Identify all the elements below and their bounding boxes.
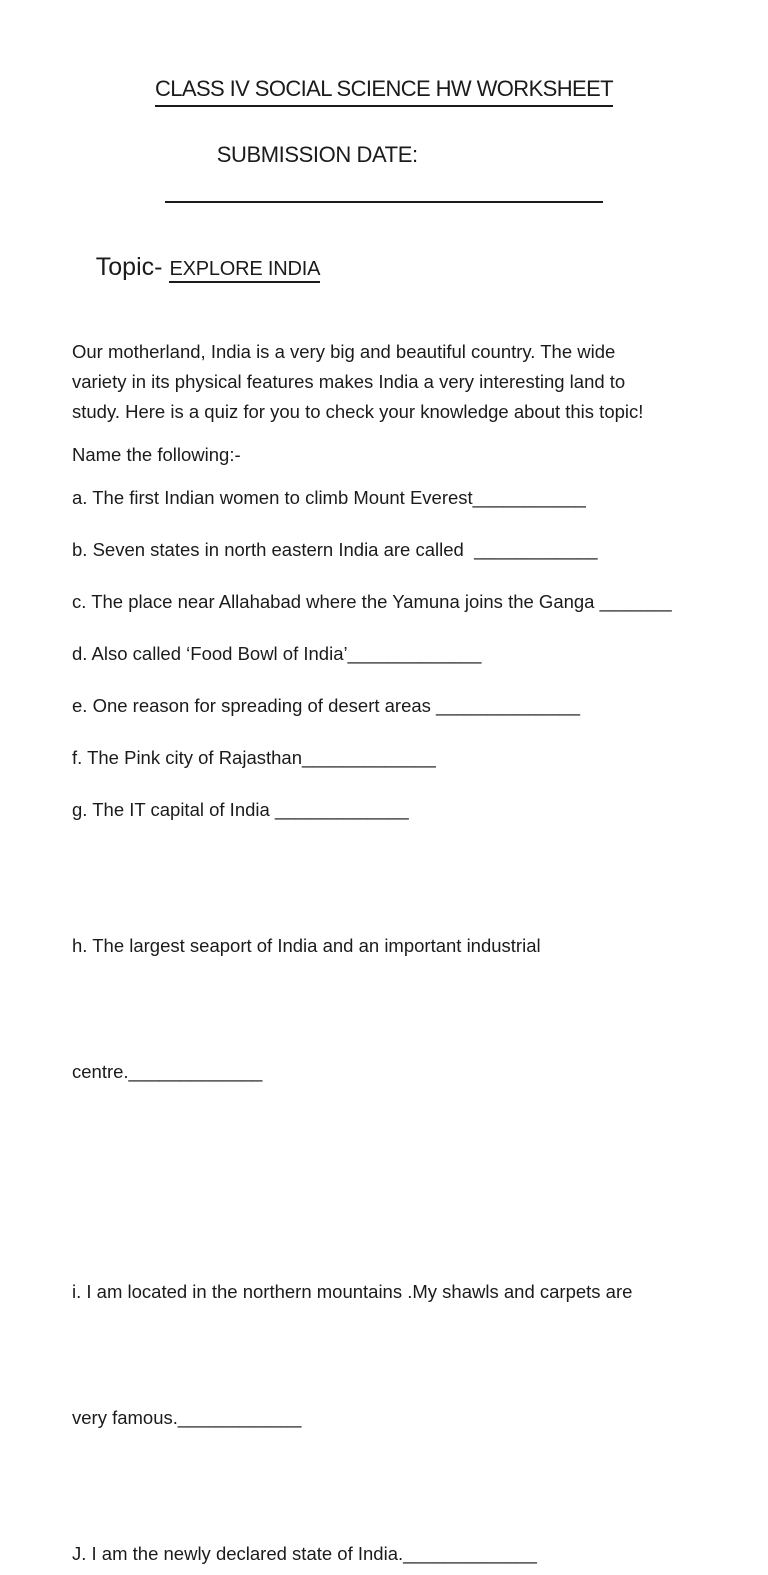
question-h-line1: h. The largest seaport of India and an important industrial bbox=[72, 935, 541, 956]
submission-date-blank bbox=[165, 110, 603, 203]
worksheet-title: CLASS IV SOCIAL SCIENCE HW WORKSHEET bbox=[155, 74, 613, 107]
question-c: c. The place near Allahabad where the Yamuna joins the Ganga _______ bbox=[72, 591, 672, 612]
topic-label: Topic- bbox=[95, 253, 163, 281]
question-h-line2: centre._____________ bbox=[72, 1061, 263, 1082]
question-i bbox=[72, 1187, 696, 1523]
question-e: e. One reason for spreading of desert areas ______________ bbox=[72, 695, 581, 716]
question-a: a. The first Indian women to climb Mount Everest___________ bbox=[72, 487, 586, 508]
intro-paragraph bbox=[72, 337, 696, 427]
section-prompt: Name the following:- bbox=[72, 444, 241, 465]
submission-date-label: SUBMISSION DATE: bbox=[216, 142, 418, 167]
topic-line bbox=[78, 216, 696, 322]
intro-line-3: study. Here is a quiz for you to check your knowledge about this topic! bbox=[72, 401, 644, 422]
question-j: J. I am the newly declared state of India._____________ bbox=[72, 1543, 537, 1564]
worksheet-header bbox=[72, 74, 696, 205]
question-i-line2: very famous.____________ bbox=[72, 1407, 302, 1428]
question-g: g. The IT capital of India _____________ bbox=[72, 799, 409, 820]
topic-value: EXPLORE INDIA bbox=[169, 257, 320, 283]
question-h bbox=[72, 841, 696, 1177]
intro-line-1: Our motherland, India is a very big and beautiful country. The wide bbox=[72, 341, 616, 362]
question-b: b. Seven states in north eastern India are called ____________ bbox=[72, 539, 598, 560]
question-f: f. The Pink city of Rajasthan_____________ bbox=[72, 747, 436, 768]
question-d: d. Also called ‘Food Bowl of India’_____________ bbox=[72, 643, 482, 664]
intro-line-2: variety in its physical features makes India a very interesting land to bbox=[72, 371, 626, 392]
submission-line bbox=[72, 110, 696, 205]
title-line bbox=[72, 74, 696, 109]
question-i-line1: i. I am located in the northern mountains .My shawls and carpets are bbox=[72, 1281, 633, 1302]
question-list bbox=[72, 477, 696, 1575]
